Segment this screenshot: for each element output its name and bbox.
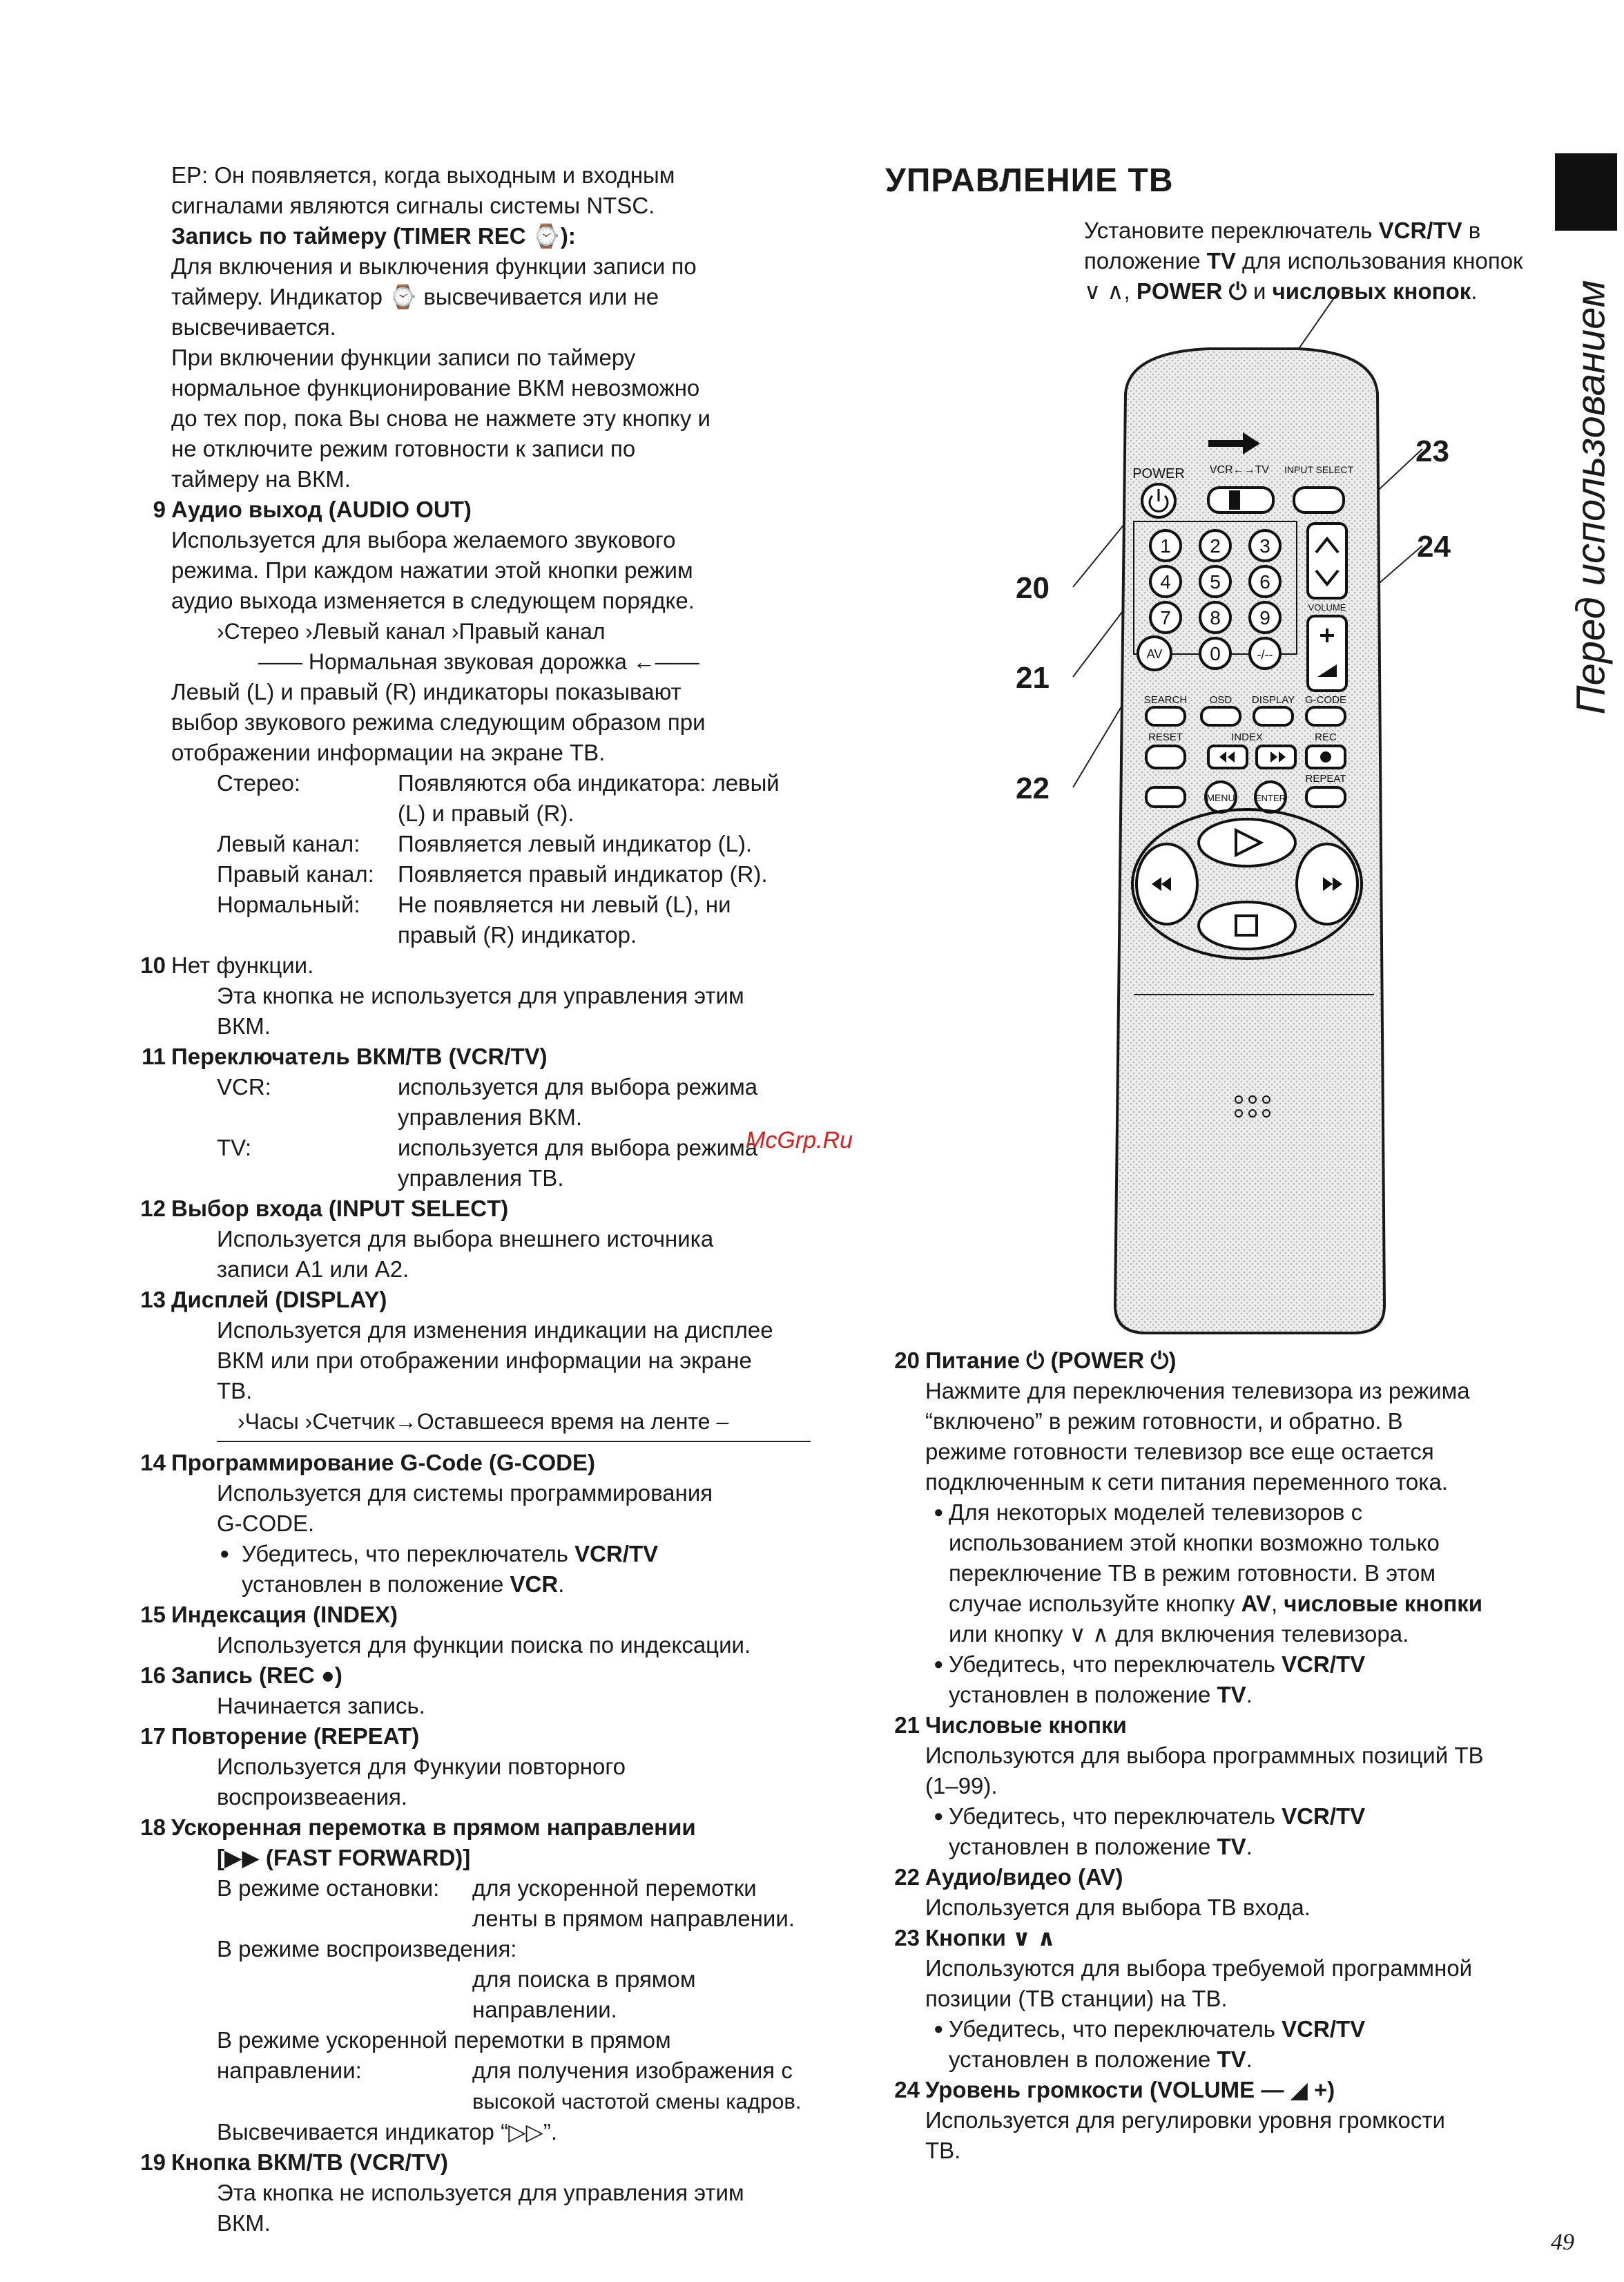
item-13-heading [140, 1285, 842, 1315]
mode-label: TV: [217, 1135, 252, 1160]
item-number: 15 [140, 1602, 166, 1627]
callout-21: 21 [1016, 661, 1050, 695]
index-label: INDEX [1231, 731, 1263, 743]
mode-row [171, 1964, 842, 2025]
text-line: EP: Он появляется, когда выходным и входным [171, 162, 675, 188]
item-title: Дисплей (DISPLAY) [171, 1287, 387, 1312]
key-label: 3 [1259, 535, 1270, 557]
osd-button[interactable] [1201, 707, 1240, 725]
item-12-heading [140, 1193, 842, 1224]
key-label: 1 [1160, 535, 1171, 557]
item-title: Уровень громкости (VOLUME — ◢ +) [925, 2077, 1335, 2102]
text-line: управления ВКМ. [398, 1104, 583, 1130]
sequence-return-line [217, 1437, 811, 1442]
item-number: 19 [140, 2149, 166, 2175]
text-line: (1–99). [925, 1773, 998, 1799]
text-line: Используется для регулировки уровня громкости [925, 2107, 1445, 2133]
text-line: позиции (ТВ станции) на ТВ. [925, 1986, 1228, 2011]
input-select-label: INPUT SELECT [1284, 464, 1354, 475]
text-line: режима. При каждом нажатии этой кнопки режим [171, 557, 693, 583]
mode-desc: Появляется левый индикатор (L). [398, 831, 753, 856]
item-title-cont: [▶▶ (FAST FORWARD)] [217, 1845, 471, 1870]
text-run: или кнопку ∨ ∧ для включения телевизора. [949, 1621, 1409, 1647]
text-run: TV [1206, 248, 1236, 274]
text-line: Используется для выбора ТВ входа. [925, 1895, 1311, 1920]
text-run: числовые кнопки [1284, 1591, 1483, 1616]
mode-label: Правый канал: [217, 861, 374, 887]
text-line: Высвечивается индикатор “▷▷”. [217, 2119, 557, 2145]
section-tab-marker [1555, 153, 1617, 231]
text-line: ВКМ или при отображении информации на экране [217, 1348, 752, 1373]
osd-label: OSD [1209, 694, 1232, 706]
text-run: . [1246, 2046, 1253, 2072]
mode-desc [398, 890, 842, 950]
text-line: сигналами являются сигналы системы NTSC. [171, 193, 655, 218]
section-title: УПРАВЛЕНИЕ ТВ [885, 162, 1174, 199]
text-line: Левый (L) и правый (R) индикаторы показывают [171, 679, 682, 704]
text-line: Используется для системы программирования [217, 1480, 713, 1506]
mode-row [171, 768, 842, 829]
side-section-label [1570, 249, 1612, 746]
text-line: управления ТВ. [398, 1165, 564, 1191]
search-button[interactable] [1146, 707, 1185, 725]
mode-desc [398, 768, 842, 829]
bullet-item [885, 1801, 1548, 1862]
repeat-button[interactable] [1306, 787, 1345, 807]
text-run: Убедитесь, что переключатель [949, 1803, 1282, 1829]
item-14-heading [140, 1448, 842, 1478]
mode-label: Стерео: [217, 770, 301, 796]
text-run: . [1471, 278, 1478, 304]
text-line: В режиме воспроизведения: [217, 1936, 517, 1962]
item-22-heading [885, 1862, 1548, 1892]
item-17-heading [140, 1721, 842, 1752]
item-title: Выбор входа (INPUT SELECT) [171, 1196, 509, 1221]
text-run: , [1270, 1591, 1284, 1616]
display-button[interactable] [1254, 707, 1293, 725]
callout-24: 24 [1417, 530, 1451, 564]
mode-desc [398, 1072, 842, 1133]
item-16-heading [140, 1660, 842, 1691]
item-number: 11 [142, 1044, 166, 1069]
text-line: (L) и правый (R). [398, 800, 574, 826]
text-line: не отключите режим готовности к записи по [171, 436, 636, 461]
mode-label: направлении: [217, 2058, 362, 2083]
item-number: 23 [894, 1925, 920, 1950]
key-label: 4 [1160, 571, 1171, 593]
text-line: ТВ. [925, 2138, 961, 2163]
text-line: При включении функции записи по таймеру [171, 345, 636, 370]
bullet-item [885, 2014, 1548, 2075]
callout-22: 22 [1016, 771, 1050, 805]
text-run: в положение [1084, 218, 1481, 274]
audio-sequence-diagram [171, 616, 842, 677]
text-run: установлен в положение [949, 1834, 1217, 1859]
text-line: Используется для выбора желаемого звукового [171, 527, 676, 553]
text-line: аудио выхода изменяется в следующем порядке. [171, 588, 695, 613]
item-title: Кнопки ∨ ∧ [925, 1925, 1056, 1950]
item-19-heading [140, 2147, 842, 2178]
item-15-heading [140, 1600, 842, 1630]
item-number: 16 [140, 1662, 166, 1688]
text-line: записи A1 или A2. [217, 1256, 409, 1282]
reset-button[interactable] [1146, 746, 1185, 768]
vcr-tv-label: VCR←→TV [1209, 464, 1270, 476]
item-title: Нет функции. [171, 952, 314, 978]
text-run: и [1246, 278, 1273, 304]
channel-rocker[interactable] [1308, 524, 1346, 598]
text-run: для использования кнопок ∨ ∧, [1084, 248, 1523, 304]
text-run: Убедитесь, что переключатель [949, 2016, 1282, 2042]
play-button[interactable] [1199, 819, 1295, 866]
item-number: 18 [140, 1814, 166, 1840]
gcode-button[interactable] [1306, 707, 1345, 725]
text-line: таймеру. Индикатор ⌚ высвечивается или не [171, 284, 659, 309]
item-title: Запись (REC ●) [171, 1662, 342, 1688]
vcr-tv-switch[interactable] [1208, 488, 1273, 512]
text-line: “включено” в режим готовности, и обратно. В [925, 1408, 1403, 1434]
mode-row [171, 1873, 842, 1934]
left-column [140, 160, 842, 2238]
text-run: . [1246, 1682, 1253, 1707]
menu-label: MENU [1206, 792, 1235, 803]
mode-desc [472, 1964, 842, 2025]
item-number: 14 [140, 1450, 166, 1475]
mode-row [171, 2055, 842, 2117]
item-18-heading [140, 1812, 842, 1843]
stop-button[interactable] [1199, 902, 1295, 949]
text-line: Для включения и выключения функции записи по [171, 253, 697, 279]
text-line: Используется для выбора внешнего источника [217, 1226, 714, 1252]
item-10-heading [140, 950, 842, 981]
text-line: высвечивается. [171, 314, 336, 340]
timer-rec-heading: Запись по таймеру (TIMER REC ⌚): [171, 223, 576, 249]
item-title: Ускоренная перемотка в прямом направлении [171, 1814, 696, 1840]
text-line: нормальное функционирование ВКМ невозможно [171, 375, 700, 401]
key-label: 5 [1210, 571, 1221, 593]
remote-control-illustration [980, 262, 1547, 1340]
item-title: Переключатель ВКМ/ТВ (VCR/TV) [171, 1044, 548, 1069]
text-line: Эта кнопка не используется для управления этим [217, 983, 744, 1008]
text-run: переключение ТВ в режим готовности. В этом [949, 1560, 1436, 1586]
text-line: ТВ. [217, 1378, 253, 1403]
text-run: TV [1217, 1834, 1246, 1859]
text-run: VCR/TV [1378, 218, 1462, 243]
item-title: Питание ⏻ (POWER ⏻) [925, 1348, 1177, 1373]
text-run: . [558, 1571, 565, 1597]
text-line: высокой частотой смены кадров. [472, 2089, 802, 2113]
item-title: Повторение (REPEAT) [171, 1723, 420, 1749]
item-title: Аудио выход (AUDIO OUT) [171, 497, 472, 522]
item-title: Программирование G-Code (G-CODE) [171, 1450, 595, 1475]
item-title: Числовые кнопки [925, 1712, 1127, 1738]
text-line: G-CODE. [217, 1511, 315, 1536]
item-9-heading [153, 495, 842, 525]
item-23-heading [885, 1923, 1548, 1953]
text-line: ВКМ. [217, 2210, 271, 2236]
key-label: 8 [1210, 607, 1221, 629]
text-line: воспроизвеаения. [217, 1784, 408, 1810]
mode-row [171, 1072, 842, 1133]
text-line: Эта кнопка не используется для управления этим [217, 2180, 744, 2205]
mode-row [171, 829, 842, 859]
text-run: Установите переключатель [1084, 218, 1379, 243]
display-sequence: ›Часы ›Счетчик→Оставшееся время на ленте – [238, 1409, 729, 1434]
callout-20: 20 [1016, 571, 1050, 605]
text-line: таймеру на ВКМ. [171, 466, 351, 492]
text-line: используется для выбора режима [398, 1074, 758, 1100]
repeat-label: REPEAT [1305, 773, 1346, 785]
text-line: до тех пор, пока Вы снова не нажмете эту кнопку и [171, 405, 710, 431]
text-line: для получения изображения с [472, 2058, 793, 2083]
text-line: направлении. [472, 1997, 617, 2022]
mode-desc [472, 1873, 842, 1934]
mode-label: Нормальный: [217, 892, 360, 917]
reset-label: RESET [1148, 731, 1183, 743]
item-number: 21 [894, 1712, 920, 1738]
text-line: правый (R) индикатор. [398, 922, 637, 948]
mode-desc [472, 2055, 842, 2117]
key-label: 0 [1210, 643, 1221, 664]
text-line: подключенным к сети питания переменного тока. [925, 1469, 1448, 1495]
key-label: 2 [1210, 535, 1221, 557]
watermark: McGrp.Ru [746, 1127, 853, 1153]
text-line: для ускоренной перемотки [472, 1875, 757, 1901]
power-label: POWER [1132, 466, 1185, 481]
text-run: Для некоторых моделей телевизоров с [949, 1499, 1363, 1525]
key-label: 9 [1259, 607, 1270, 629]
item-20-heading [885, 1345, 1548, 1376]
text-line: Используется для функции поиска по индексации. [217, 1632, 751, 1658]
record-dot-icon [1320, 751, 1331, 763]
display-label: DISPLAY [1251, 694, 1295, 706]
mode-label: В режиме остановки: [217, 1875, 440, 1901]
right-column [885, 1345, 1548, 2166]
text-run: VCR/TV [1282, 1651, 1366, 1677]
text-run: Убедитесь, что переключатель [949, 1651, 1282, 1677]
enter-label: ENTER [1255, 793, 1286, 803]
item-number: 12 [140, 1196, 166, 1221]
text-line: Начинается запись. [217, 1693, 425, 1718]
item-title: Аудио/видео (AV) [925, 1864, 1123, 1890]
text-run: случае используйте кнопку [949, 1591, 1241, 1616]
text-run: VCR/TV [1282, 2016, 1366, 2042]
text-run: VCR/TV [1282, 1803, 1366, 1829]
item-11-heading [142, 1042, 842, 1072]
item-number: 13 [140, 1287, 166, 1312]
text-line: Используются для выбора требуемой программной [925, 1955, 1473, 1981]
item-number: 22 [894, 1864, 920, 1890]
item-24-heading [885, 2075, 1548, 2105]
text-run: установлен в положение [242, 1571, 510, 1597]
text-line: Используется для Функуии повторного [217, 1754, 626, 1779]
spacer [217, 1964, 472, 2025]
mode-label: VCR: [217, 1074, 271, 1100]
text-line: Используется для изменения индикации на дисплее [217, 1317, 773, 1343]
rec-label: REC [1315, 731, 1337, 743]
text-run: установлен в положение [949, 2046, 1217, 2072]
text-line: Появляются оба индикатора: левый [398, 770, 780, 796]
text-run: VCR [510, 1571, 559, 1597]
page-number: 49 [1551, 2230, 1574, 2255]
text-line: Не появляется ни левый (L), ни [398, 892, 731, 917]
text-run: AV [1241, 1591, 1271, 1616]
text-run: использованием этой кнопки возможно только [949, 1530, 1440, 1555]
item-21-heading [885, 1710, 1548, 1741]
text-line: отображении информации на экране ТВ. [171, 740, 606, 765]
text-line: выбор звукового режима следующим образом при [171, 709, 706, 735]
bullet-item [885, 1497, 1548, 1649]
item-title: Индексация (INDEX) [171, 1602, 398, 1627]
switch-knob [1229, 490, 1240, 510]
key-label: 7 [1160, 607, 1171, 629]
gcode-label: G-CODE [1305, 694, 1346, 706]
item-number: 17 [140, 1723, 166, 1749]
mode-row [171, 1133, 842, 1193]
bullet-item [171, 1539, 842, 1600]
key-label: 6 [1259, 571, 1270, 593]
item-title: Кнопка ВКМ/ТВ (VCR/TV) [171, 2149, 448, 2175]
vcr-tv-button[interactable] [1146, 787, 1185, 807]
mode-desc: Появляется правый индикатор (R). [398, 861, 768, 887]
text-line: режиме готовности телевизор все еще остается [925, 1439, 1434, 1464]
text-run: установлен в положение [949, 1682, 1217, 1707]
av-label: AV [1146, 647, 1163, 661]
text-line: Нажмите для переключения телевизора из режима [925, 1378, 1470, 1403]
item-number: 20 [894, 1348, 920, 1373]
mode-row [171, 859, 842, 890]
volume-label: VOLUME [1308, 602, 1346, 613]
text-line: используется для выбора режима [398, 1135, 758, 1160]
text-line: ленты в прямом направлении. [472, 1906, 795, 1931]
item-number: 9 [153, 497, 166, 522]
text-run: VCR/TV [574, 1541, 659, 1566]
side-label-text: Перед использованием [1568, 280, 1614, 715]
item-number: 10 [140, 952, 166, 978]
item-number: 24 [894, 2077, 920, 2102]
mode-label: Левый канал: [217, 831, 360, 856]
input-select-button[interactable] [1294, 488, 1344, 512]
text-run: TV [1217, 1682, 1246, 1707]
callout-23: 23 [1415, 434, 1449, 468]
text-run: . [1246, 1834, 1253, 1859]
text-run: POWER ⏻ [1136, 278, 1247, 304]
mode-row [171, 890, 842, 950]
key-label: -/-- [1257, 648, 1273, 662]
bullet-item [885, 1649, 1548, 1710]
text-run: Убедитесь, что переключатель [242, 1541, 575, 1566]
text-line: ВКМ. [217, 1013, 271, 1039]
sequence-line: ›Стерео ›Левый канал ›Правый канал [217, 619, 606, 644]
sequence-line: —— Нормальная звуковая дорожка ←—— [258, 649, 699, 674]
text-line: Используются для выбора программных позиций ТВ [925, 1743, 1484, 1768]
text-line: для поиска в прямом [472, 1966, 696, 1992]
search-label: SEARCH [1143, 694, 1188, 706]
text-line: В режиме ускоренной перемотки в прямом [217, 2027, 671, 2053]
text-run: числовых кнопок [1272, 278, 1471, 304]
text-run: TV [1217, 2046, 1246, 2072]
volume-rocker[interactable] [1308, 616, 1346, 691]
